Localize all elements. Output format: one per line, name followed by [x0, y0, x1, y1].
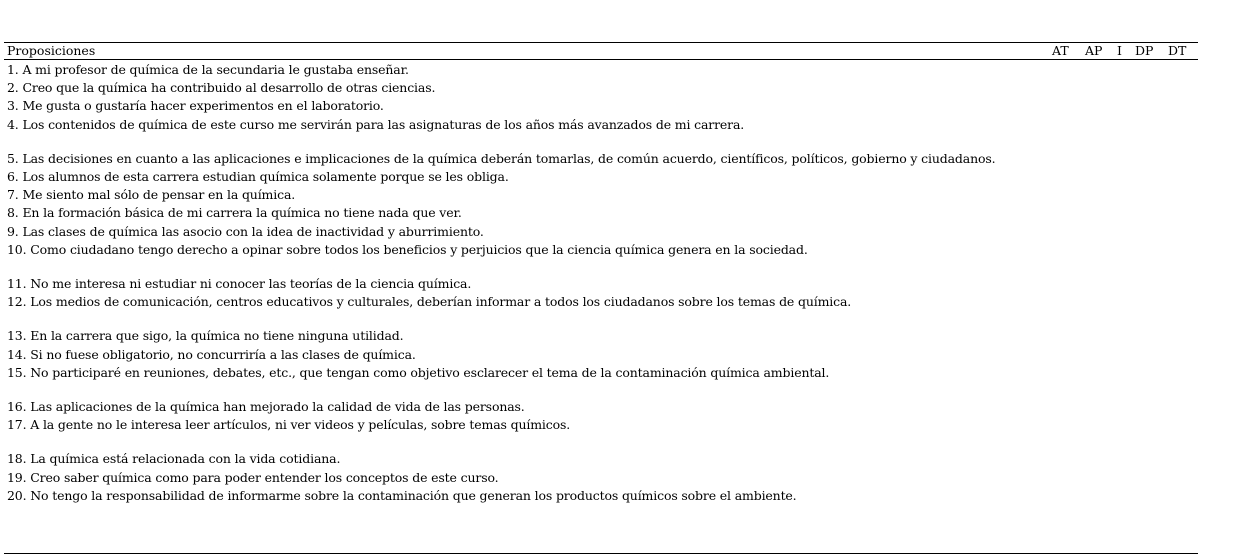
scale-dt-label: DT — [1168, 43, 1187, 58]
proposition-9: 9. Las clases de química las asocio con la idea de inactividad y aburrimiento. — [7, 223, 484, 239]
proposition-17: 17. A la gente no le interesa leer artículos, ni ver videos y películas, sobre temas químicos. — [7, 417, 571, 433]
table-header-rule — [4, 59, 1198, 60]
proposition-7: 7. Me siento mal sólo de pensar en la química. — [7, 187, 296, 203]
table-bottom-rule — [4, 553, 1198, 554]
proposition-13: 13. En la carrera que sigo, la química no tiene ninguna utilidad. — [7, 328, 404, 344]
proposition-10: 10. Como ciudadano tengo derecho a opinar sobre todos los beneficios y perjuicios que la ciencia química genera en la sociedad. — [7, 241, 808, 257]
proposition-4: 4. Los contenidos de química de este curso me servirán para las asignaturas de los años más avanzados de mi carrera. — [7, 116, 745, 132]
proposition-20: 20. No tengo la responsabilidad de informarme sobre la contaminación que generan los productos químicos sobre el ambiente. — [7, 487, 797, 503]
proposition-12: 12. Los medios de comunicación, centros educativos y culturales, deberían informar a todos los ciudadanos sobre los temas de química. — [7, 294, 852, 310]
scale-i-label: I — [1117, 43, 1122, 58]
proposition-2: 2. Creo que la química ha contribuido al desarrollo de otras ciencias. — [7, 80, 436, 96]
proposition-11: 11. No me interesa ni estudiar ni conocer las teorías de la ciencia química. — [7, 276, 472, 292]
proposition-list — [7, 61, 1007, 505]
proposition-15: 15. No participaré en reuniones, debates, etc., que tengan como objetivo esclarecer el tema de la contaminación química ambiental. — [7, 364, 830, 380]
proposition-18: 18. La química está relacionada con la vida cotidiana. — [7, 451, 341, 467]
proposition-1: 1. A mi profesor de química de la secundaria le gustaba enseñar. — [7, 62, 409, 77]
propositions-table — [4, 42, 1198, 555]
proposition-19: 19. Creo saber química como para poder entender los conceptos de este curso. — [7, 469, 499, 485]
proposition-3: 3. Me gusta o gustaría hacer experimentos en el laboratorio. — [7, 98, 384, 114]
proposition-6: 6. Los alumnos de esta carrera estudian química solamente porque se les obliga. — [7, 169, 509, 185]
proposition-5: 5. Las decisiones en cuanto a las aplicaciones e implicaciones de la química deberán tomarlas, de común acuerdo, científicos, políticos, gobierno y ciudadanos. — [7, 150, 996, 166]
scale-dp-label: DP — [1135, 43, 1154, 58]
scale-at-label: AT — [1052, 43, 1069, 58]
table-header — [4, 43, 1198, 59]
proposition-16: 16. Las aplicaciones de la química han mejorado la calidad de vida de las personas. — [7, 399, 525, 415]
header-propositions-label: Proposiciones — [7, 43, 96, 58]
proposition-8: 8. En la formación básica de mi carrera la química no tiene nada que ver. — [7, 205, 462, 221]
scale-ap-label: AP — [1085, 43, 1103, 58]
proposition-14: 14. Si no fuese obligatorio, no concurriría a las clases de química. — [7, 346, 416, 362]
